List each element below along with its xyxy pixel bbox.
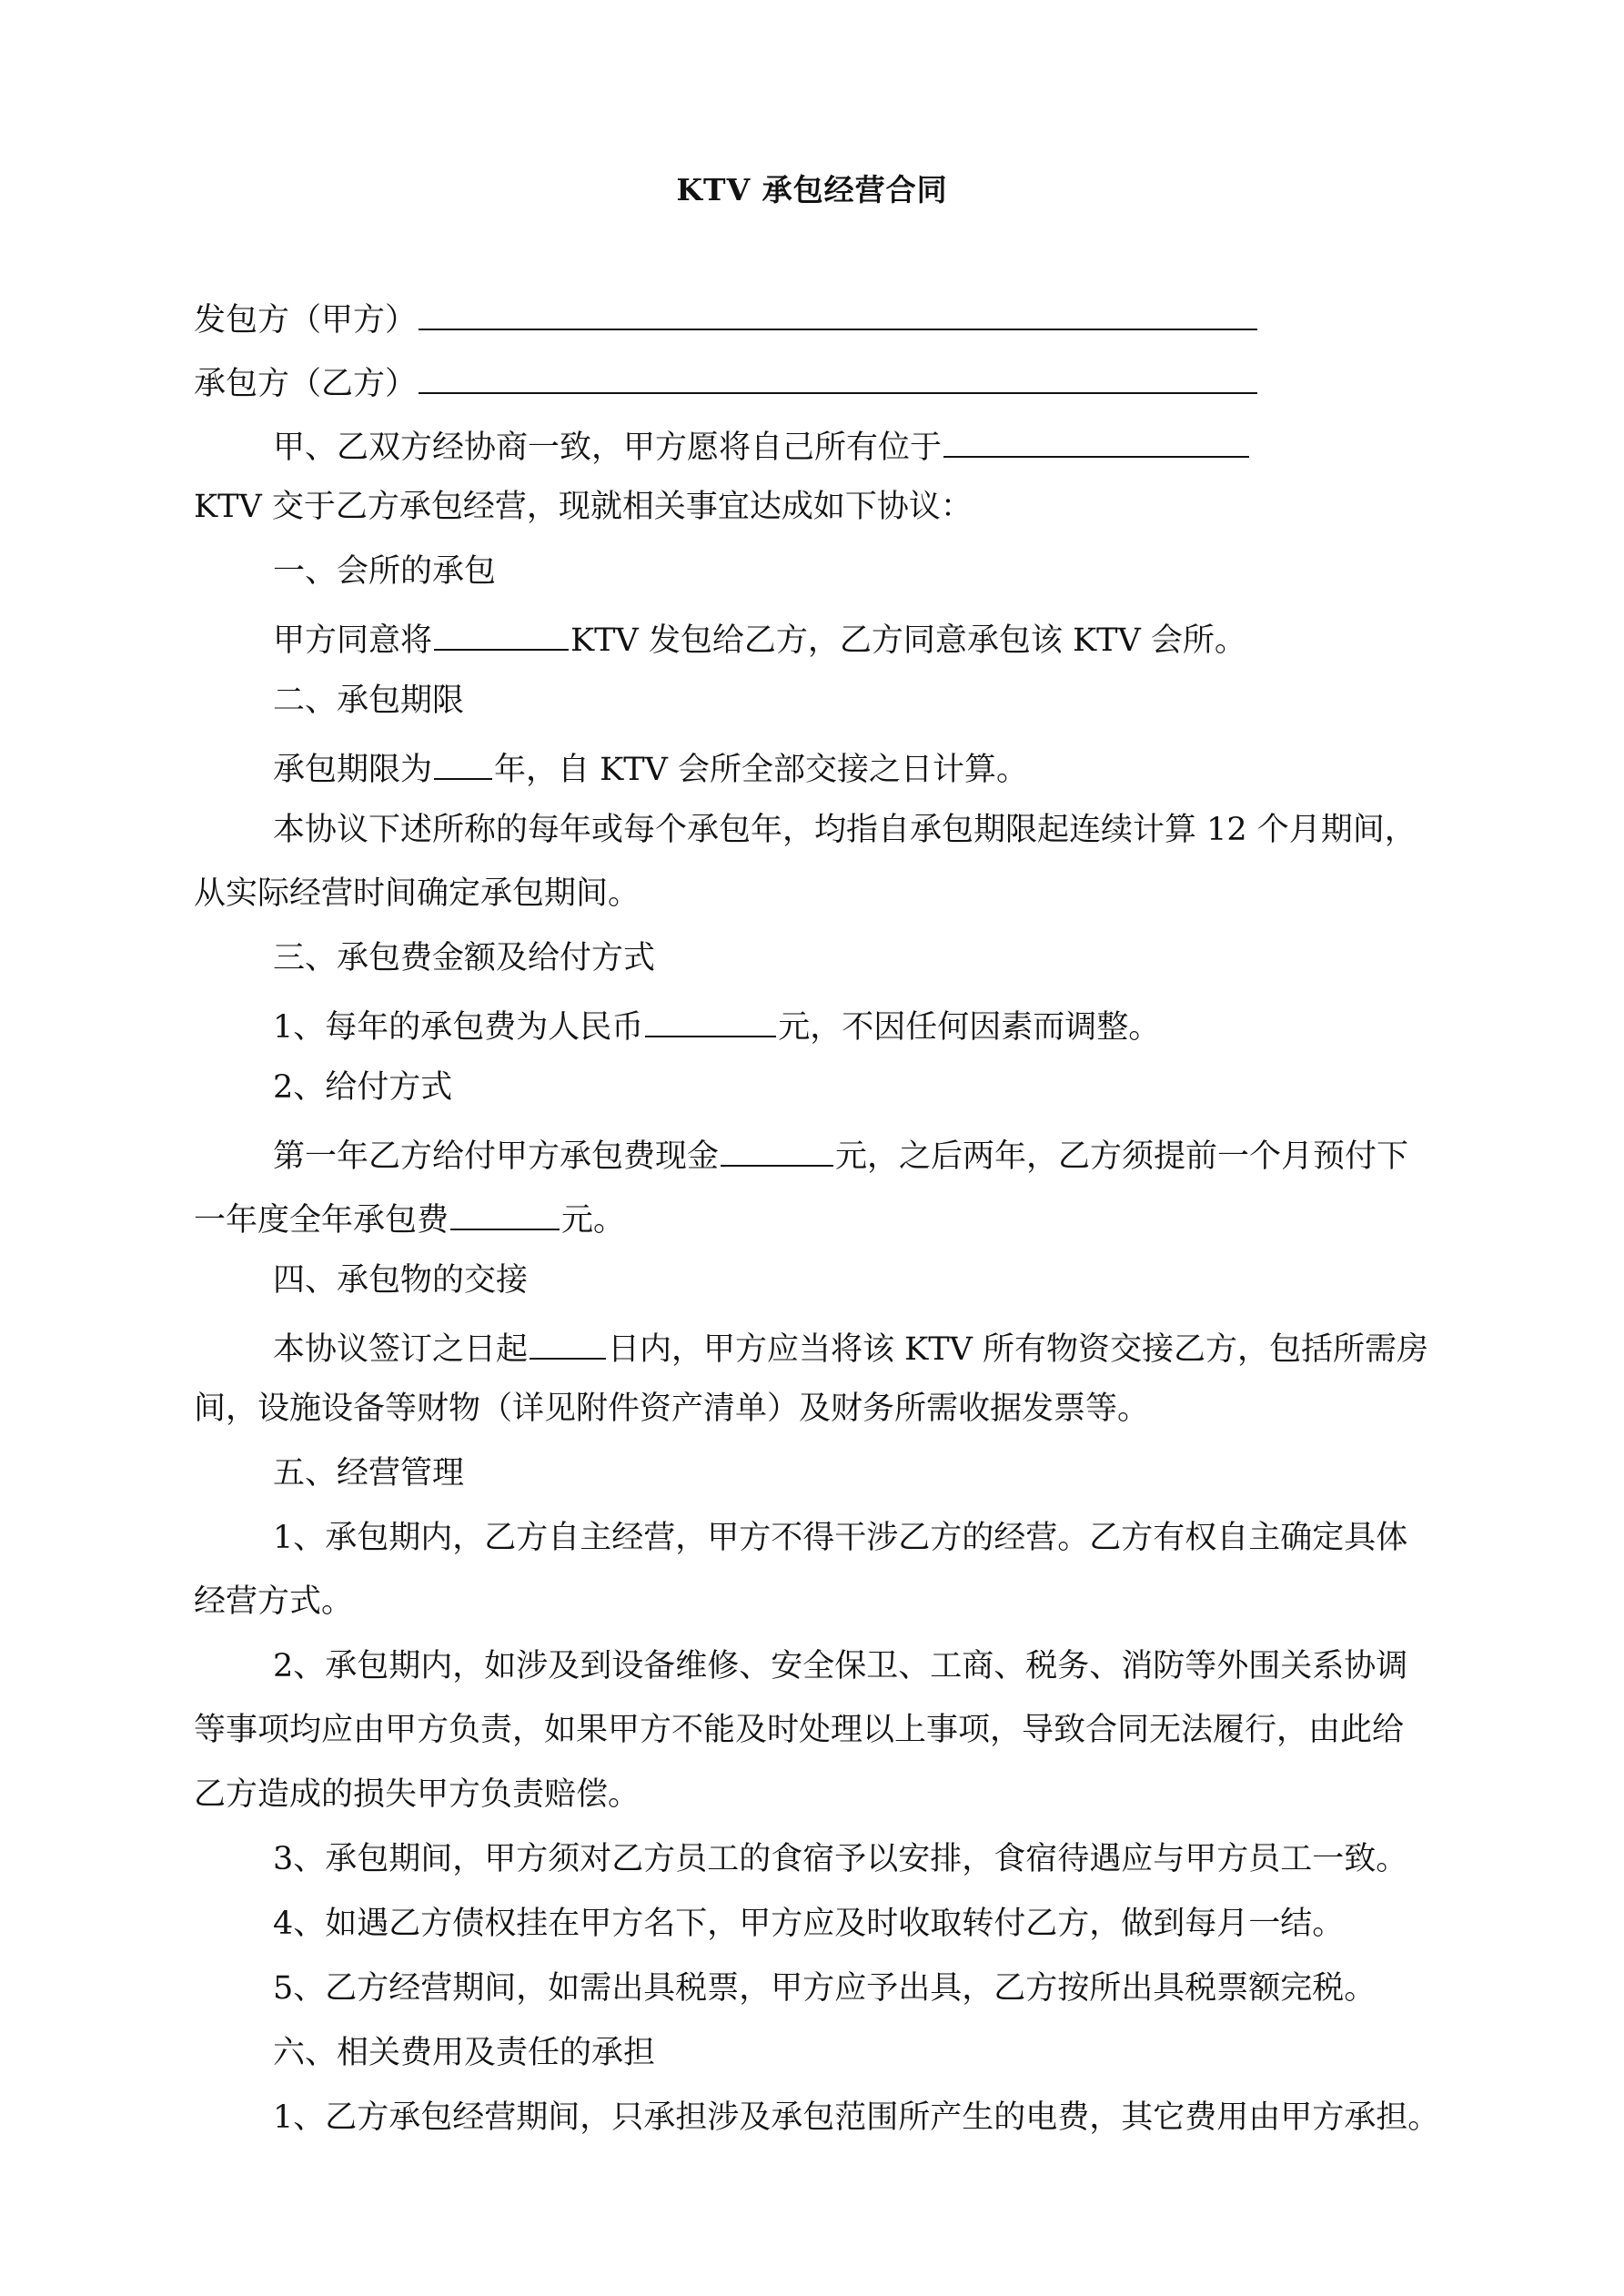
section-5-item-5: 5、乙方经营期间，如需出具税票，甲方应予出具，乙方按所出具税票额完税。 [273, 1970, 1377, 2007]
section-1-paragraph [273, 616, 1246, 661]
section-3-item-2: 2、给付方式 [273, 1069, 453, 1106]
intro-line-2: KTV 交于乙方承包经营，现就相关事宜达成如下协议： [194, 489, 973, 525]
s2-text-b: 年，自 KTV 会所全部交接之日计算。 [494, 752, 1029, 788]
years-blank [434, 745, 492, 780]
section-3-payment-line-1 [273, 1132, 1408, 1177]
prepay-fee-blank [450, 1196, 560, 1230]
s3-payment-text-a: 第一年乙方给付甲方承包费现金 [273, 1138, 720, 1175]
section-5-item-2-line-3: 乙方造成的损失甲方负责赔偿。 [194, 1776, 641, 1813]
section-5-item-1-line-1: 1、承包期内，乙方自主经营，甲方不得干涉乙方的经营。乙方有权自主确定具体 [273, 1520, 1408, 1556]
s3-item1-text-b: 元，不因任何因素而调整。 [778, 1009, 1161, 1046]
s3-payment-text-d: 元。 [561, 1202, 626, 1239]
handover-days-blank [530, 1325, 606, 1360]
section-1-heading: 一、会所的承包 [273, 553, 497, 590]
s3-item1-text-a: 1、每年的承包费为人民币 [273, 1009, 644, 1046]
s2-text-a: 承包期限为 [273, 752, 433, 788]
first-year-cash-blank [721, 1132, 833, 1167]
section-5-item-2-line-2: 等事项均应由甲方负责，如果甲方不能及时处理以上事项，导致合同无法履行，由此给 [194, 1712, 1405, 1748]
section-4-line-1 [273, 1325, 1428, 1370]
section-5-heading: 五、经营管理 [273, 1455, 465, 1492]
section-3-item-1 [273, 1003, 1160, 1047]
party-b-blank [419, 359, 1257, 394]
section-4-line-2: 间，设施设备等财物（详见附件资产清单）及财务所需收据发票等。 [194, 1391, 1150, 1427]
section-5-item-3: 3、承包期间，甲方须对乙方员工的食宿予以安排，食宿待遇应与甲方员工一致。 [273, 1841, 1408, 1877]
section-5-item-1-line-2: 经营方式。 [194, 1583, 354, 1620]
section-6-heading: 六、相关费用及责任的承担 [273, 2035, 656, 2071]
section-3-payment-line-2 [194, 1196, 625, 1240]
section-2-term [273, 745, 1028, 790]
s4-text-a: 本协议签订之日起 [273, 1331, 529, 1368]
section-5-item-2-line-1: 2、承包期内，如涉及到设备维修、安全保卫、工商、税务、消防等外围关系协调 [273, 1648, 1408, 1684]
section-2-heading: 二、承包期限 [273, 683, 465, 719]
party-b-line [194, 359, 1259, 404]
s1-text-a: 甲方同意将 [273, 622, 433, 659]
section-2-definition-line-1: 本协议下述所称的每年或每个承包年，均指自承包期限起连续计算 12 个月期间， [273, 812, 1417, 848]
s3-payment-text-c: 一年度全年承包费 [194, 1202, 449, 1239]
s4-text-b: 日内，甲方应当将该 KTV 所有物资交接乙方，包括所需房 [608, 1331, 1429, 1368]
section-2-definition-line-2: 从实际经营时间确定承包期间。 [194, 875, 641, 912]
location-blank [943, 423, 1249, 458]
party-a-label: 发包方（甲方） [194, 302, 418, 339]
party-a-line [194, 296, 1259, 340]
s1-text-b: KTV 发包给乙方，乙方同意承包该 KTV 会所。 [570, 622, 1246, 659]
s3-payment-text-b: 元，之后两年，乙方须提前一个月预付下 [835, 1138, 1409, 1175]
section-6-item-1: 1、乙方承包经营期间，只承担涉及承包范围所产生的电费，其它费用由甲方承担。 [273, 2099, 1440, 2136]
annual-fee-blank [645, 1003, 776, 1037]
section-4-heading: 四、承包物的交接 [273, 1262, 529, 1299]
section-5-item-4: 4、如遇乙方债权挂在甲方名下，甲方应及时收取转付乙方，做到每月一结。 [273, 1906, 1345, 1942]
document-title: KTV 承包经营合同 [676, 172, 948, 207]
intro-line-1 [273, 423, 1251, 468]
ktv-name-blank [434, 616, 569, 651]
party-a-blank [419, 296, 1257, 330]
intro-text-1: 甲、乙双方经协商一致，甲方愿将自己所有位于 [273, 430, 943, 466]
section-3-heading: 三、承包费金额及给付方式 [273, 940, 656, 976]
party-b-label: 承包方（乙方） [194, 366, 418, 402]
